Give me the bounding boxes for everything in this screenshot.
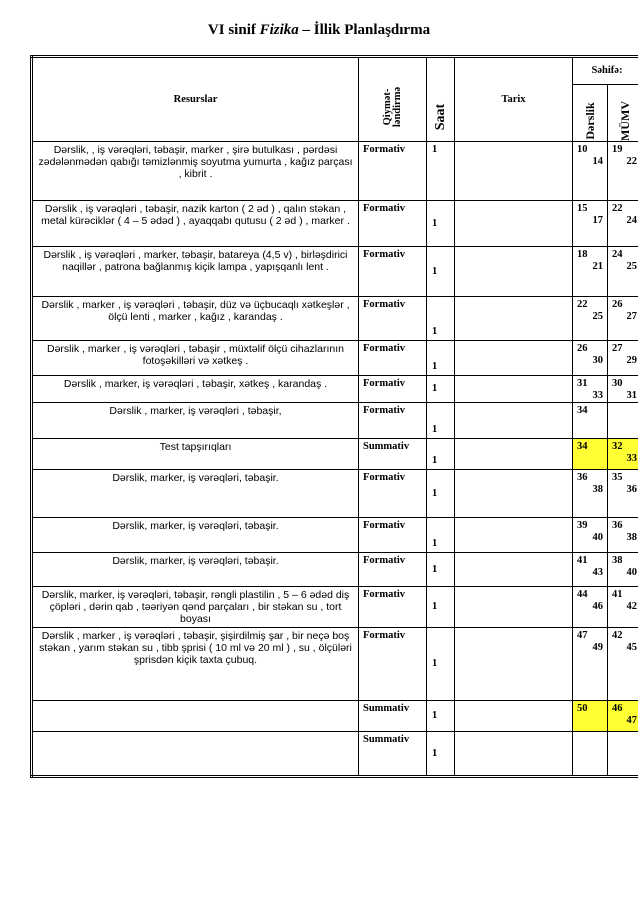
textbook-pages-cell <box>573 247 608 297</box>
table-row <box>32 470 638 518</box>
header-resources: Resurslar <box>32 57 359 142</box>
hours-cell: 1 <box>427 439 455 470</box>
page-start: 22 <box>577 299 588 310</box>
resources-cell: Dərslik, , iş vərəqləri, təbaşir, marker , şirə butulkası , pərdəsi zədələnmədən qabığı təmizlənmiş soyutma yumurta , kağız parçası , kibrit . <box>32 142 359 201</box>
page-start: 34 <box>577 405 588 416</box>
page-start: 19 <box>612 144 623 155</box>
page-end: 43 <box>592 567 603 578</box>
textbook-pages-cell <box>573 201 608 247</box>
date-cell <box>455 732 573 777</box>
resources-cell: Dərslik, marker, iş vərəqləri, təbaşir. <box>32 553 359 587</box>
planning-table-body <box>32 142 638 777</box>
page-start: 18 <box>577 249 588 260</box>
teacher-guide-pages-cell <box>608 732 638 777</box>
resources-cell: Dərslik , marker, iş vərəqləri , təbaşir, xətkeş , karandaş . <box>32 376 359 403</box>
table-row <box>32 403 638 439</box>
page-start <box>608 732 638 734</box>
date-cell <box>455 201 573 247</box>
page-end: 24 <box>626 215 638 226</box>
teacher-guide-pages-cell <box>608 701 638 732</box>
resources-cell: Test tapşırıqları <box>32 439 359 470</box>
resources-cell: Dərslik, marker, iş vərəqləri, təbaşir, rəngli plastilin , 5 – 6 ədəd diş çöpləri , dərin qab , təəriyən qənd parçaları , bir stəkan su , tort boyası <box>32 587 359 628</box>
page-end: 27 <box>626 311 638 322</box>
resources-cell: Dərslik , iş vərəqləri , marker, təbaşir, batareya (4,5 v) , birləşdirici naqillər , patrona bağlanmış kiçik lampa , yapışqanlı lent . <box>32 247 359 297</box>
hours-cell: 1 <box>427 553 455 587</box>
date-cell <box>455 628 573 701</box>
page-start: 39 <box>577 520 588 531</box>
page-start: 31 <box>577 378 588 389</box>
page-start: 50 <box>577 703 588 714</box>
title-rest: İllik Planlaşdırma <box>313 22 431 38</box>
assessment-cell: Formativ <box>359 553 427 587</box>
hours-cell: 1 <box>427 518 455 553</box>
page-end: 36 <box>626 484 638 495</box>
page-start: 38 <box>612 555 623 566</box>
textbook-pages-cell <box>573 628 608 701</box>
assessment-cell: Formativ <box>359 587 427 628</box>
table-row <box>32 701 638 732</box>
teacher-guide-pages-cell <box>608 297 638 341</box>
page-start: 32 <box>612 441 623 452</box>
textbook-pages-cell <box>573 376 608 403</box>
page-end: 47 <box>626 715 638 726</box>
date-cell <box>455 247 573 297</box>
date-cell <box>455 439 573 470</box>
resources-cell: Dərslik , iş vərəqləri , təbaşir, nazik karton ( 2 əd ) , qalın stəkan , metal kürəciklər ( 4 – 5 ədəd ) , ayaqqabı qutusu ( 2 əd ) , marker . <box>32 201 359 247</box>
page-start <box>608 403 638 405</box>
assessment-cell: Formativ <box>359 201 427 247</box>
hours-cell: 1 <box>427 587 455 628</box>
table-row <box>32 142 638 201</box>
page-start: 30 <box>612 378 623 389</box>
page-end: 33 <box>626 453 638 464</box>
textbook-pages-cell <box>573 732 608 777</box>
assessment-cell: Summativ <box>359 732 427 777</box>
header-textbook: Dərslik <box>573 85 608 142</box>
page-start: 34 <box>577 441 588 452</box>
table-row <box>32 518 638 553</box>
hours-cell: 1 <box>427 732 455 777</box>
date-cell <box>455 376 573 403</box>
header-page: Səhifə: <box>573 57 638 85</box>
page-end: 38 <box>626 532 638 543</box>
page-start: 42 <box>612 630 623 641</box>
page-end: 46 <box>592 601 603 612</box>
assessment-cell: Formativ <box>359 247 427 297</box>
table-row <box>32 553 638 587</box>
title-subject: Fizika <box>259 22 299 38</box>
teacher-guide-pages-cell <box>608 376 638 403</box>
page-end: 21 <box>592 261 603 272</box>
textbook-pages-cell <box>573 553 608 587</box>
hours-cell: 1 <box>427 142 455 201</box>
table-row <box>32 297 638 341</box>
resources-cell <box>32 701 359 732</box>
document-title <box>0 22 638 39</box>
assessment-cell: Summativ <box>359 701 427 732</box>
header-date: Tarix <box>455 57 573 142</box>
textbook-pages-cell <box>573 587 608 628</box>
page-end: 17 <box>592 215 603 226</box>
table-row <box>32 341 638 376</box>
hours-cell: 1 <box>427 403 455 439</box>
page-end: 22 <box>626 156 638 167</box>
page-end: 29 <box>626 355 638 366</box>
textbook-pages-cell <box>573 403 608 439</box>
hours-cell: 1 <box>427 297 455 341</box>
page-end: 49 <box>592 642 603 653</box>
table-row <box>32 732 638 777</box>
title-dash: – <box>302 22 311 38</box>
assessment-cell: Formativ <box>359 518 427 553</box>
header-hours: Saat <box>427 57 455 142</box>
teacher-guide-pages-cell <box>608 341 638 376</box>
date-cell <box>455 297 573 341</box>
table-row <box>32 201 638 247</box>
page-start: 41 <box>612 589 623 600</box>
page-end: 25 <box>626 261 638 272</box>
date-cell <box>455 142 573 201</box>
title-prefix: VI sinif <box>207 22 256 38</box>
page-end: 31 <box>626 390 638 401</box>
page-start: 26 <box>612 299 623 310</box>
page-start <box>573 732 607 734</box>
date-cell <box>455 403 573 439</box>
teacher-guide-pages-cell <box>608 142 638 201</box>
page-end: 42 <box>626 601 638 612</box>
page-start: 36 <box>577 472 588 483</box>
page-start: 47 <box>577 630 588 641</box>
page-start: 26 <box>577 343 588 354</box>
hours-cell: 1 <box>427 341 455 376</box>
page-start: 24 <box>612 249 623 260</box>
page-start: 22 <box>612 203 623 214</box>
page-end: 45 <box>626 642 638 653</box>
textbook-pages-cell <box>573 470 608 518</box>
page-start: 15 <box>577 203 588 214</box>
date-cell <box>455 553 573 587</box>
textbook-pages-cell <box>573 701 608 732</box>
teacher-guide-pages-cell <box>608 439 638 470</box>
page-start: 35 <box>612 472 623 483</box>
resources-cell: Dərslik, marker, iş vərəqləri, təbaşir. <box>32 518 359 553</box>
teacher-guide-pages-cell <box>608 553 638 587</box>
header-teacher-guide: MÜMV <box>608 85 638 142</box>
resources-cell: Dərslik, marker, iş vərəqləri, təbaşir. <box>32 470 359 518</box>
hours-cell: 1 <box>427 376 455 403</box>
hours-cell: 1 <box>427 628 455 701</box>
page-start: 36 <box>612 520 623 531</box>
assessment-cell: Summativ <box>359 439 427 470</box>
teacher-guide-pages-cell <box>608 628 638 701</box>
page-end: 33 <box>592 390 603 401</box>
textbook-pages-cell <box>573 142 608 201</box>
assessment-cell: Formativ <box>359 628 427 701</box>
page-end: 14 <box>592 156 603 167</box>
textbook-pages-cell <box>573 341 608 376</box>
textbook-pages-cell <box>573 518 608 553</box>
hours-cell: 1 <box>427 201 455 247</box>
page-start: 41 <box>577 555 588 566</box>
planning-table <box>30 55 638 778</box>
date-cell <box>455 587 573 628</box>
table-row <box>32 587 638 628</box>
date-cell <box>455 341 573 376</box>
page-start: 46 <box>612 703 623 714</box>
table-row <box>32 247 638 297</box>
assessment-cell: Formativ <box>359 376 427 403</box>
resources-cell: Dərslik , marker , iş vərəqləri , təbaşir , müxtəlif ölçü cihazlarının fotoşəkilləri və xətkeş . <box>32 341 359 376</box>
teacher-guide-pages-cell <box>608 247 638 297</box>
resources-cell: Dərslik , marker , iş vərəqləri , təbaşir, düz və üçbucaqlı xətkeşlər , ölçü lenti , marker , kağız , karandaş . <box>32 297 359 341</box>
resources-cell: Dərslik , marker , iş vərəqləri , təbaşir, şişirdilmiş şar , bir neçə boş stəkan , yarım stəkan su , tibb şprisi ( 10 ml və 20 ml ) , su , ölçüləri şprisdən kiçik taxta çubuq. <box>32 628 359 701</box>
page-start: 44 <box>577 589 588 600</box>
hours-cell: 1 <box>427 470 455 518</box>
teacher-guide-pages-cell <box>608 518 638 553</box>
teacher-guide-pages-cell <box>608 403 638 439</box>
date-cell <box>455 701 573 732</box>
assessment-cell: Formativ <box>359 297 427 341</box>
table-row <box>32 376 638 403</box>
textbook-pages-cell <box>573 439 608 470</box>
page-end: 38 <box>592 484 603 495</box>
page-start: 10 <box>577 144 588 155</box>
teacher-guide-pages-cell <box>608 470 638 518</box>
date-cell <box>455 470 573 518</box>
assessment-cell: Formativ <box>359 341 427 376</box>
hours-cell: 1 <box>427 701 455 732</box>
assessment-cell: Formativ <box>359 470 427 518</box>
hours-cell: 1 <box>427 247 455 297</box>
page-end: 25 <box>592 311 603 322</box>
page-start: 27 <box>612 343 623 354</box>
teacher-guide-pages-cell <box>608 587 638 628</box>
assessment-cell: Formativ <box>359 403 427 439</box>
teacher-guide-pages-cell <box>608 201 638 247</box>
header-assessment: Qiymət- ləndirmə <box>359 57 427 142</box>
page-end: 40 <box>626 567 638 578</box>
table-row <box>32 439 638 470</box>
resources-cell <box>32 732 359 777</box>
page-end: 40 <box>592 532 603 543</box>
assessment-cell: Formativ <box>359 142 427 201</box>
resources-cell: Dərslik , marker, iş vərəqləri , təbaşir, <box>32 403 359 439</box>
table-row <box>32 628 638 701</box>
date-cell <box>455 518 573 553</box>
textbook-pages-cell <box>573 297 608 341</box>
page-end: 30 <box>592 355 603 366</box>
